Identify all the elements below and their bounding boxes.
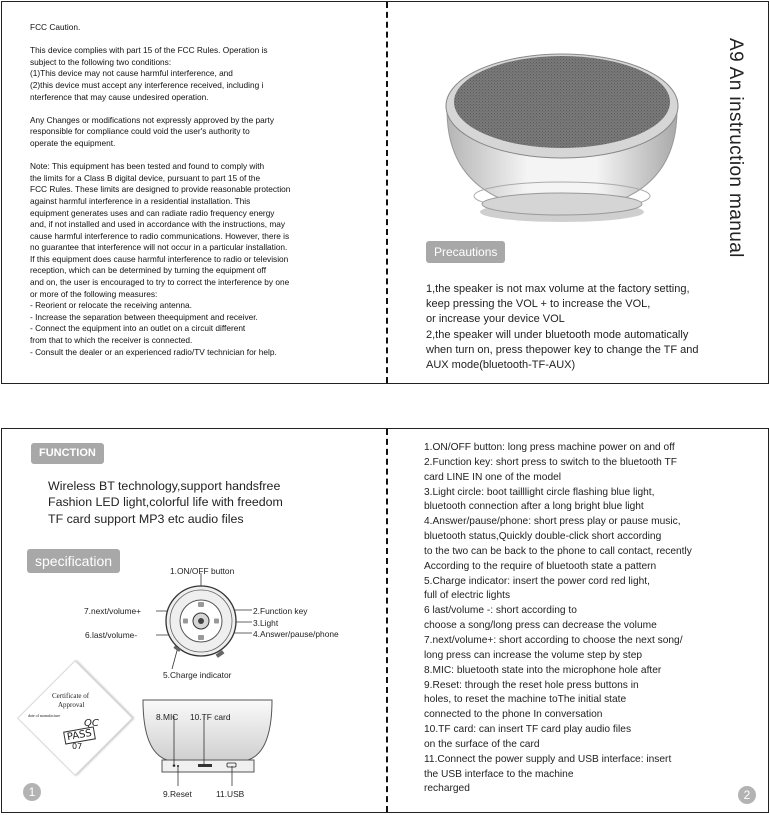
feature-item: TF card support MP3 etc audio files <box>48 511 244 526</box>
feature-list <box>48 478 283 527</box>
button-panel-diagram <box>150 573 260 675</box>
label-next-volume: 7.next/volume+ <box>84 606 142 616</box>
fcc-paragraph-2: Any Changes or modifications not expressly approved by the party responsible for compliance could void the user's authority to operate the equipment. <box>30 114 274 148</box>
label-answer: 4.Answer/pause/phone <box>253 629 339 639</box>
fcc-measure: - Consult the dealer or an experienced radio/TV technician for help. <box>30 346 277 357</box>
certificate-number: 07 <box>72 742 83 751</box>
function-description-list: 1.ON/OFF button: long press machine power on and off 2.Function key: short press to switch to the bluetooth TF card LINE IN one of the model 3.Light circle: boot tailllight circle flashing blue light, bluetooth connection after a long bright blue light 4.Answer/pause/phone: short press play or pause music, bluetooth status,Quickly double-click short according to the two can be back to the phone to call contact, recently According to the require of bluetooth state a pattern 5.Charge indicator: insert the power cord red light, full of electric lights 6 last/volume -: short according to choose a song/long press can decrease the volume 7.next/volume+: short according to choose the next song/ long press can increase the volume step by step 8.MIC: bluetooth state into the microphone hole after 9.Reset: through the reset hole press buttons in holes, to reset the machine toThe initial state connected to the phone In conversation 10.TF card: can insert TF card play audio files on the surface of the card 11.Connect the power supply and USB interface: insert the USB interface to the machine recharged <box>424 442 692 795</box>
fold-line <box>386 2 388 383</box>
fcc-title: FCC Caution. <box>30 22 81 32</box>
certificate-title: Certificate of <box>52 692 90 700</box>
precautions-text: 1,the speaker is not max volume at the factory setting, keep pressing the VOL + to increase the VOL, or increase your device VOL 2,the speaker will under bluetooth mode automatically when turn on, press thepower key to change the TF and AUX mode(bluetooth-TF-AUX) <box>426 283 699 372</box>
certificate-qc-mark: QC <box>84 718 99 729</box>
certificate-subtitle: Approval <box>58 701 85 709</box>
label-reset: 9.Reset <box>163 789 192 799</box>
page-number-left: 1 <box>23 783 41 801</box>
label-last-volume: 6.last/volume- <box>85 630 138 640</box>
fcc-measure: - Reorient or relocate the receiving antenna. <box>30 300 192 311</box>
label-on-off: 1.ON/OFF button <box>170 566 235 576</box>
certificate-sticker <box>20 672 128 750</box>
fcc-measure: - Increase the separation between theequipment and receiver. <box>30 311 258 322</box>
certificate-pass-stamp: PASS <box>63 726 96 744</box>
fcc-measure: - Connect the equipment into an outlet on a circuit different <box>30 323 246 334</box>
fcc-paragraph-3: Note: This equipment has been tested and found to comply with the limits for a Class B digital device, pursuant to part 15 of the FCC Rules. These limits are designed to provide reasonable protection against harmful interference in a residential installation. This equipment generates uses and can radiate radio frequency energy and, if not installed and used in accordance with the instructions, may cause harmful interference to radio communications. However, there is no guarantee that interference will not occur in a particular installation. If this equipment does cause harmful interference to radio or television reception, which can be determined by turning the equipment off and on, the user is encouraged to try to correct the interference by one or more of the following measures: <box>30 161 291 299</box>
side-view-diagram <box>140 692 275 790</box>
label-charge-indicator: 5.Charge indicator <box>163 670 232 680</box>
feature-item: Fashion LED light,colorful life with freedom <box>48 495 283 510</box>
fcc-caution-section <box>30 22 370 358</box>
label-function-key: 2.Function key <box>253 606 308 616</box>
fold-line <box>386 429 388 812</box>
precautions-label: Precautions <box>426 241 505 263</box>
label-tf-card: 10.TF card <box>190 712 231 722</box>
fcc-paragraph-1: This device complies with part 15 of the FCC Rules. Operation is subject to the following two conditions: (1)This device may not cause harmful interference, and (2)this device must accept any interference received, including i nterference that may cause undesired operation. <box>30 45 268 102</box>
label-mic: 8.MIC <box>156 712 179 722</box>
feature-item: Wireless BT technology,support handsfree <box>48 479 281 493</box>
speaker-illustration <box>427 40 697 230</box>
function-label: FUNCTION <box>31 443 104 464</box>
certificate-date-line: date of manufacture <box>28 713 60 718</box>
fcc-measure: from that to which the receiver is connected. <box>30 335 193 346</box>
label-usb: 11.USB <box>216 789 245 799</box>
page-number-right: 2 <box>738 786 756 804</box>
specification-label: specification <box>27 549 120 573</box>
top-panel <box>1 1 769 384</box>
manual-title: A9 An instruction manual <box>725 38 746 258</box>
label-light: 3.Light <box>253 618 279 628</box>
